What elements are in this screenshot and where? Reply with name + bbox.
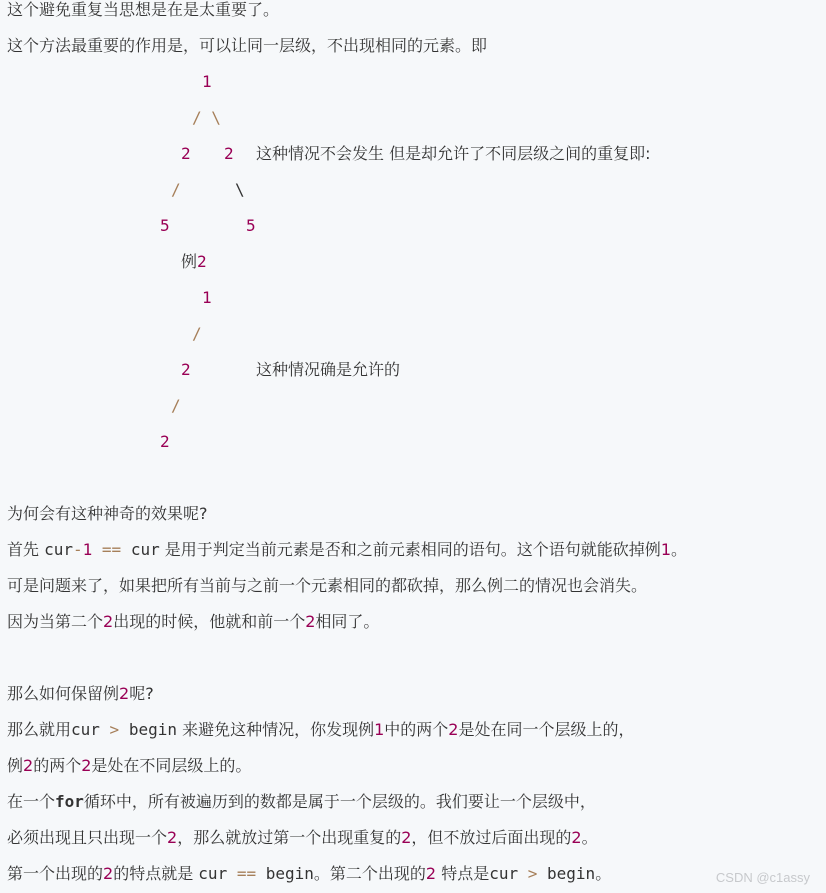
csdn-watermark: CSDN @c1assy	[715, 870, 810, 885]
text-span: 特点是	[436, 864, 490, 883]
tree1-note: 这种情况不会发生 但是却允许了不同层级之间的重复即:	[256, 144, 651, 163]
tree1-slash-right: \	[235, 180, 245, 199]
intro-line-1: 这个避免重复当思想是在是太重要了。	[7, 0, 280, 19]
text-span: 呢?	[129, 684, 154, 703]
inline-num: 2	[571, 828, 582, 847]
example2-label-num: 2	[197, 252, 207, 271]
inline-num: 2	[305, 612, 316, 631]
inline-num: 2	[425, 864, 437, 883]
text-span: 相同了。	[315, 612, 380, 631]
text-span: 在一个	[7, 792, 56, 811]
code-op: ==	[92, 540, 131, 559]
text-span: 是处在不同层级上的。	[91, 756, 252, 775]
example2-mid: 2	[181, 360, 191, 379]
example2-label-text: 例	[181, 252, 198, 271]
why-question: 为何会有这种神奇的效果呢?	[7, 504, 208, 523]
example2-label	[181, 252, 207, 272]
text-span: 例	[7, 756, 24, 775]
code-keyword: for	[55, 792, 84, 811]
text-span: 出现的时候，他就和前一个	[113, 612, 306, 631]
text-span: 循环中，所有被遍历到的数都是属于一个层级的。我们要让一个层级中，	[83, 792, 596, 811]
code-var: cur	[198, 864, 228, 883]
how-line-1	[7, 720, 635, 740]
example2-root: 1	[202, 288, 212, 307]
example2-note: 这种情况确是允许的	[256, 360, 401, 379]
example2-slash-1: /	[192, 324, 202, 343]
code-num: 1	[82, 540, 93, 559]
tree1-level3-left: 5	[160, 216, 170, 235]
text-span: 那么就用	[7, 720, 72, 739]
inline-num: 2	[401, 828, 412, 847]
text-span: ，那么就放过第一个出现重复的	[177, 828, 402, 847]
text-span: 来避免这种情况，你发现例	[177, 720, 375, 739]
text-span: 。	[581, 828, 598, 847]
how-line-3	[7, 792, 596, 812]
code-var: cur	[71, 720, 100, 739]
code-op: >	[99, 720, 129, 739]
intro-line-2: 这个方法最重要的作用是，可以让同一层级，不出现相同的元素。即	[7, 36, 488, 55]
code-op: ==	[227, 864, 266, 883]
code-var: begin	[547, 864, 596, 883]
how-line-2	[7, 756, 251, 776]
inline-num: 1	[374, 720, 385, 739]
text-span: 。	[595, 864, 612, 883]
how-line-4	[7, 828, 598, 848]
tree1-level2-right: 2	[224, 144, 234, 163]
code-op: >	[518, 864, 548, 883]
inline-num: 2	[448, 720, 459, 739]
inline-num: 2	[103, 612, 114, 631]
why-paragraph-3	[7, 612, 379, 632]
inline-num: 2	[167, 828, 178, 847]
inline-num: 2	[103, 864, 114, 883]
why-paragraph-2: 可是问题来了，如果把所有当前与之前一个元素相同的都砍掉，那么例二的情况也会消失。	[7, 576, 648, 595]
text-span: 那么如何保留例	[7, 684, 120, 703]
how-line-5	[7, 864, 611, 884]
text-span: 的特点就是	[113, 864, 199, 883]
text-span: 。	[671, 540, 688, 559]
tree1-root: 1	[202, 72, 212, 91]
tree1-level2-left: 2	[181, 144, 191, 163]
text-span: 第一个出现的	[7, 864, 104, 883]
tree1-level3-right: 5	[246, 216, 256, 235]
inline-num: 2	[119, 684, 130, 703]
inline-num: 2	[23, 756, 34, 775]
text-span: 是处在同一个层级上的，	[458, 720, 635, 739]
code-op: -	[73, 540, 83, 559]
text-span: 是用于判定当前元素是否和之前元素相同的语句。这个语句就能砍掉例	[159, 540, 661, 559]
code-var: cur	[489, 864, 519, 883]
code-var: begin	[128, 720, 177, 739]
text-span: 首先	[7, 540, 45, 559]
example2-leaf: 2	[160, 432, 170, 451]
text-span: 因为当第二个	[7, 612, 104, 631]
tree1-branch: / \	[192, 108, 221, 127]
code-var: cur	[130, 540, 160, 559]
text-span: 中的两个	[384, 720, 449, 739]
text-span: ，但不放过后面出现的	[411, 828, 572, 847]
how-question	[7, 684, 154, 704]
code-var: cur	[44, 540, 73, 559]
tree1-slash-left: /	[171, 180, 181, 199]
inline-num: 1	[660, 540, 671, 559]
text-span: 必须出现且只出现一个	[7, 828, 168, 847]
why-paragraph-1	[7, 540, 687, 560]
inline-num: 2	[81, 756, 92, 775]
example2-slash-2: /	[171, 396, 181, 415]
code-var: begin	[265, 864, 314, 883]
text-span: 的两个	[33, 756, 82, 775]
text-span: 。第二个出现的	[313, 864, 426, 883]
